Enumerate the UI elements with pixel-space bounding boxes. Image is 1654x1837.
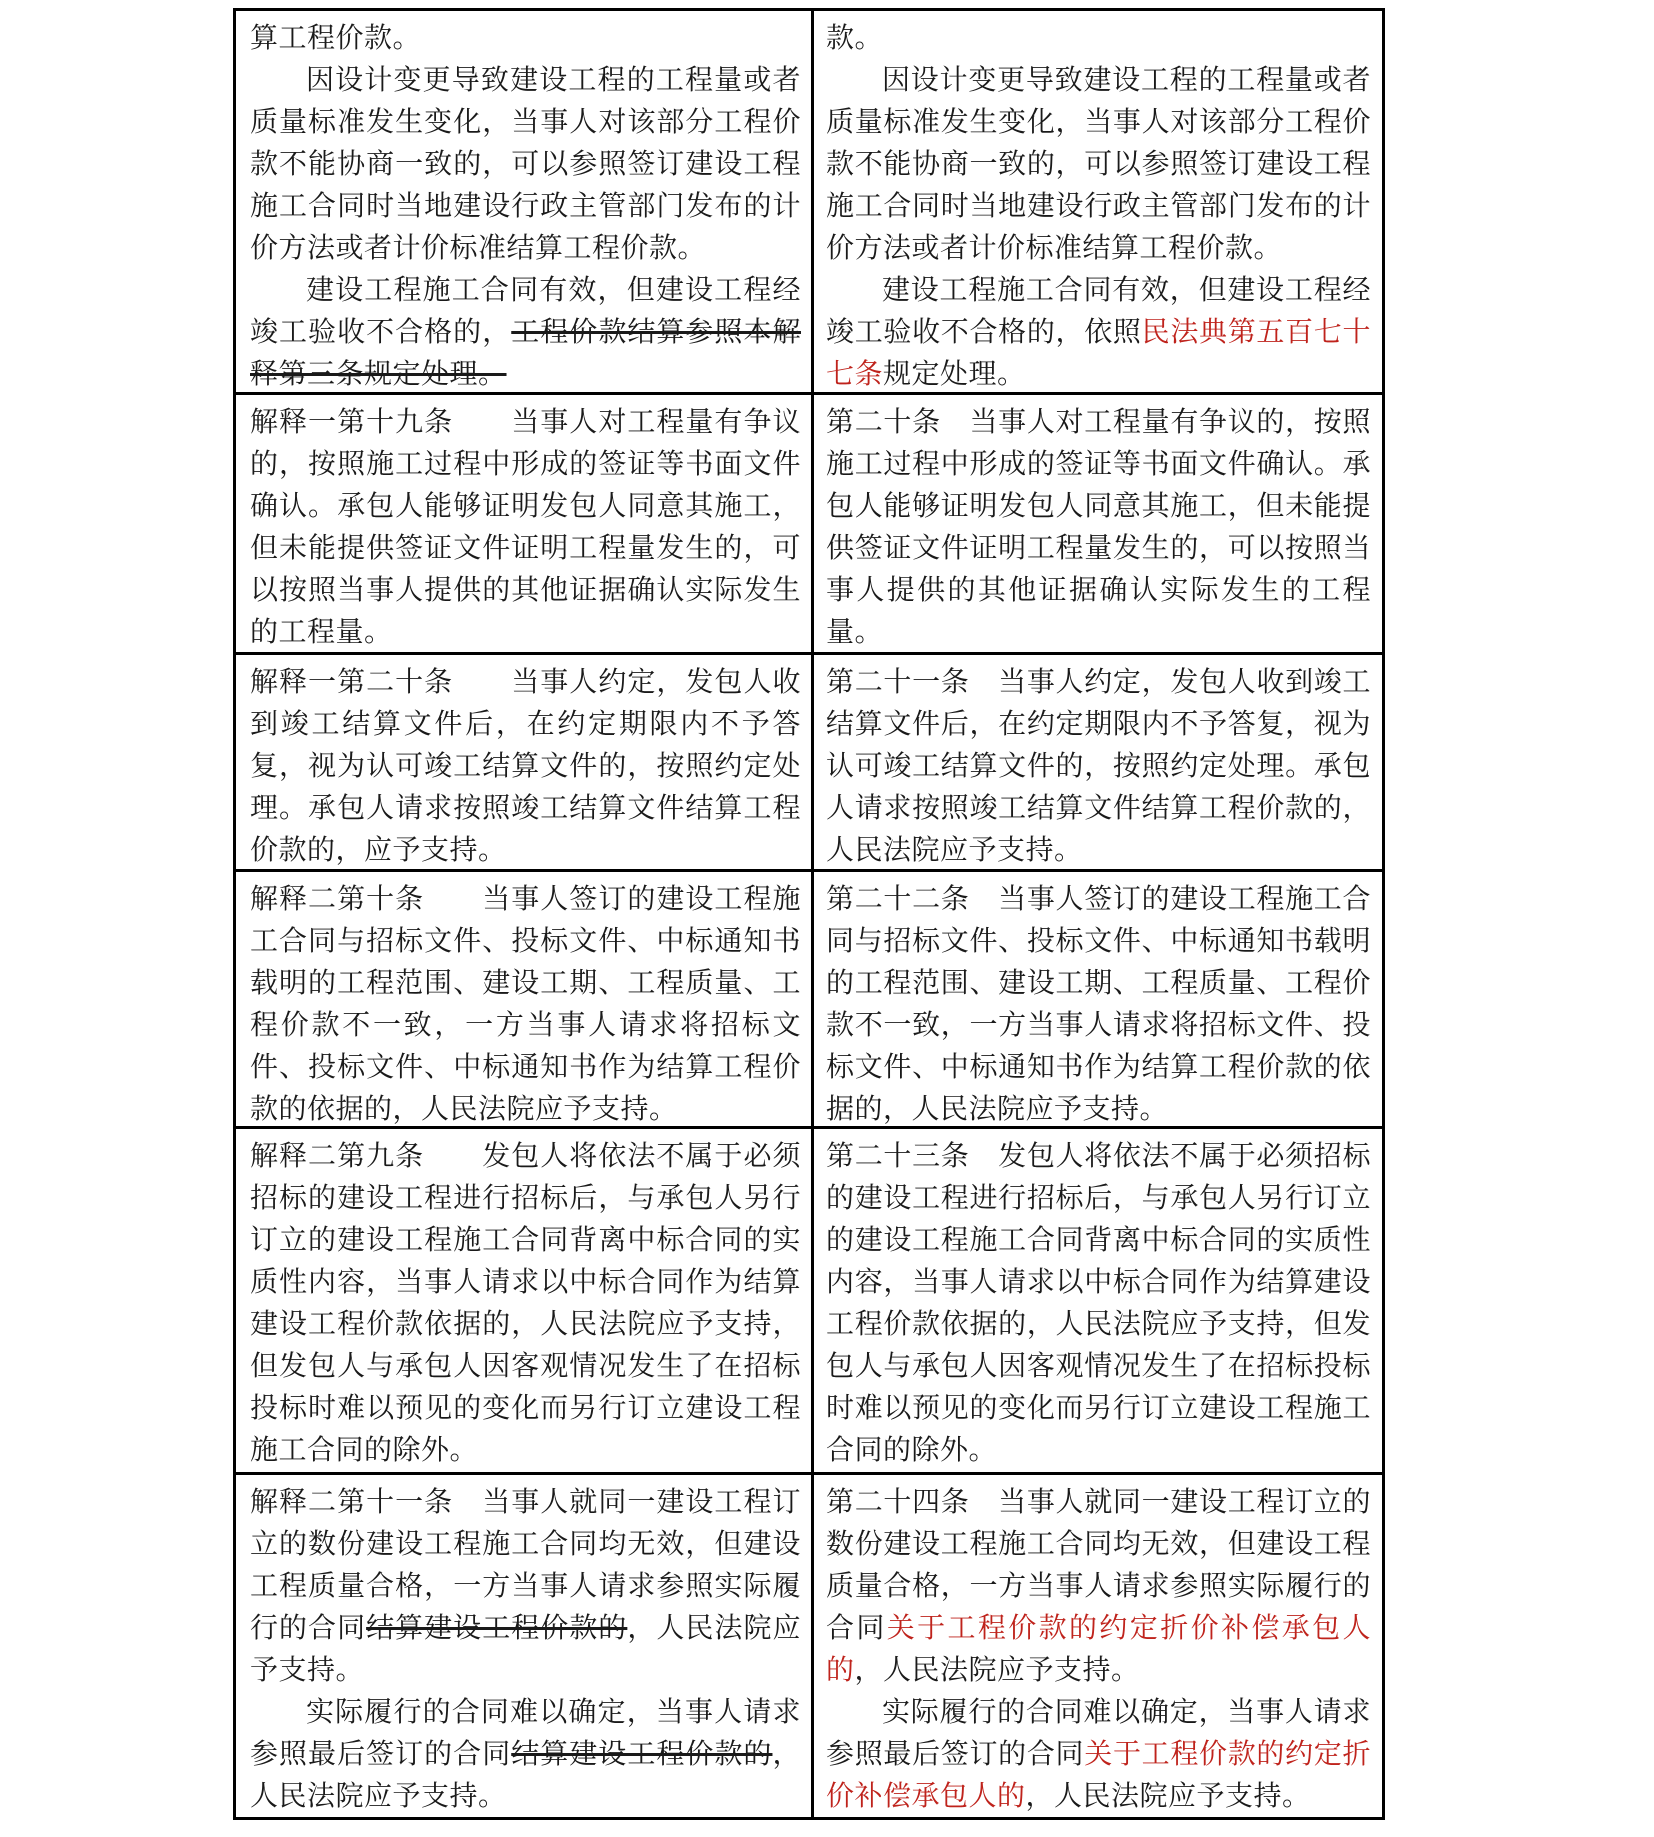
- cell-new-provision-text: [811, 872, 1382, 1126]
- paragraph: [250, 878, 801, 1126]
- text-segment: 因设计变更导致建设工程的工程量或者质量标准发生变化，当事人对该部分工程价款不能协商一致的，可以参照签订建设工程施工合同时当地建设行政主管部门发布的计价方法或者计价标准结算工程价款。: [826, 63, 1371, 264]
- text-segment: 第二十一条 当事人约定，发包人收到竣工结算文件后，在约定期限内不予答复，视为认可竣工结算文件的，按照约定处理。承包人请求按照竣工结算文件结算工程价款的，人民法院应予支持。: [826, 665, 1371, 866]
- cell-new-provision-text: [811, 11, 1382, 392]
- text-segment: 建设工程施工合同有效，但建设工程经竣工验收不合格的，: [250, 273, 801, 348]
- text-segment: 规定处理。: [883, 357, 1026, 390]
- deleted-text-segment: 结算建设工程价款的: [511, 1737, 773, 1770]
- table-row: [236, 395, 1382, 655]
- cell-old-provision-text: [236, 11, 811, 392]
- cell-old-provision-text: [236, 1129, 811, 1472]
- text-segment: 算工程价款。: [250, 21, 422, 54]
- revised-text-segment: 关于工程价款的约定折价补偿承包人的: [826, 1611, 1371, 1686]
- revised-text-segment: 关于工程价款的约定折价补偿承包人的: [826, 1737, 1371, 1812]
- cell-new-provision-text: [811, 1475, 1382, 1817]
- paragraph: [250, 1691, 801, 1817]
- text-segment: ，人民法院应予支持。: [250, 1737, 801, 1812]
- text-segment: 款。: [826, 21, 884, 54]
- table-row: [236, 872, 1382, 1129]
- paragraph: [826, 1481, 1371, 1691]
- cell-new-provision-text: [811, 655, 1382, 869]
- text-segment: ，人民法院应予支持。: [1025, 1779, 1311, 1812]
- text-segment: 第二十三条 发包人将依法不属于必须招标的建设工程进行招标后，与承包人另行订立的建设工程施工合同背离中标合同的实质性内容，当事人请求以中标合同作为结算建设工程价款依据的，人民法院应予支持，但发包人与承包人因客观情况发生了在招标投标时难以预见的变化而另行订立建设工程施工合同的除外。: [826, 1139, 1371, 1466]
- paragraph: [826, 1691, 1371, 1817]
- text-segment: 解释二第十条 当事人签订的建设工程施工合同与招标文件、投标文件、中标通知书载明的工程范围、建设工期、工程质量、工程价款不一致，一方当事人请求将招标文件、投标文件、中标通知书作为结算工程价款的依据的，人民法院应予支持。: [250, 882, 801, 1125]
- table-row: [236, 1129, 1382, 1475]
- paragraph: [826, 401, 1371, 652]
- cell-new-provision-text: [811, 1129, 1382, 1472]
- table-row: [236, 655, 1382, 872]
- text-segment: 建设工程施工合同有效，但建设工程经竣工验收不合格的，依照: [826, 273, 1371, 348]
- paragraph: [826, 269, 1371, 392]
- cell-old-provision-text: [236, 655, 811, 869]
- text-segment: 实际履行的合同难以确定，当事人请求参照最后签订的合同: [250, 1695, 801, 1770]
- text-segment: 第二十条 当事人对工程量有争议的，按照施工过程中形成的签证等书面文件确认。承包人能够证明发包人同意其施工，但未能提供签证文件证明工程量发生的，可以按照当事人提供的其他证据确认实际发生的工程量。: [826, 405, 1371, 648]
- revision-comparison-table: [233, 8, 1385, 1820]
- cell-old-provision-text: [236, 395, 811, 652]
- text-segment: 解释二第十一条 当事人就同一建设工程订立的数份建设工程施工合同均无效，但建设工程质量合格，一方当事人请求参照实际履行的合同: [250, 1485, 801, 1644]
- paragraph: [826, 661, 1371, 869]
- paragraph: [250, 17, 801, 59]
- table-row: [236, 11, 1382, 395]
- deleted-text-segment: 结算建设工程价款的: [366, 1611, 628, 1644]
- paragraph: [250, 1481, 801, 1691]
- text-segment: ，人民法院应予支持。: [854, 1653, 1140, 1686]
- cell-old-provision-text: [236, 1475, 811, 1817]
- text-segment: 第二十四条 当事人就同一建设工程订立的数份建设工程施工合同均无效，但建设工程质量合格，一方当事人请求参照实际履行的合同: [826, 1485, 1371, 1644]
- text-segment: 第二十二条 当事人签订的建设工程施工合同与招标文件、投标文件、中标通知书载明的工程范围、建设工期、工程质量、工程价款不一致，一方当事人请求将招标文件、投标文件、中标通知书作为结算工程价款的依据的，人民法院应予支持。: [826, 882, 1371, 1125]
- paragraph: [826, 59, 1371, 269]
- paragraph: [250, 661, 801, 869]
- text-segment: 实际履行的合同难以确定，当事人请求参照最后签订的合同: [826, 1695, 1371, 1770]
- text-segment: 解释一第十九条 当事人对工程量有争议的，按照施工过程中形成的签证等书面文件确认。承包人能够证明发包人同意其施工，但未能提供签证文件证明工程量发生的，可以按照当事人提供的其他证据确认实际发生的工程量。: [250, 405, 801, 648]
- text-segment: 解释二第九条 发包人将依法不属于必须招标的建设工程进行招标后，与承包人另行订立的建设工程施工合同背离中标合同的实质性内容，当事人请求以中标合同作为结算建设工程价款依据的，人民法院应予支持，但发包人与承包人因客观情况发生了在招标投标时难以预见的变化而另行订立建设工程施工合同的除外。: [250, 1139, 801, 1466]
- paragraph: [250, 401, 801, 652]
- cell-old-provision-text: [236, 872, 811, 1126]
- paragraph: [826, 1135, 1371, 1471]
- paragraph: [250, 269, 801, 392]
- paragraph: [826, 878, 1371, 1126]
- text-segment: ，人民法院应予支持。: [250, 1611, 801, 1686]
- deleted-text-segment: 工程价款结算参照本解释第三条规定处理。: [250, 315, 801, 390]
- paragraph: [826, 17, 1371, 59]
- text-segment: 因设计变更导致建设工程的工程量或者质量标准发生变化，当事人对该部分工程价款不能协商一致的，可以参照签订建设工程施工合同时当地建设行政主管部门发布的计价方法或者计价标准结算工程价款。: [250, 63, 801, 264]
- text-segment: 解释一第二十条 当事人约定，发包人收到竣工结算文件后，在约定期限内不予答复，视为认可竣工结算文件的，按照约定处理。承包人请求按照竣工结算文件结算工程价款的，应予支持。: [250, 665, 801, 866]
- paragraph: [250, 1135, 801, 1471]
- table-row: [236, 1475, 1382, 1817]
- revised-text-segment: 民法典第五百七十七条: [826, 315, 1371, 390]
- paragraph: [250, 59, 801, 269]
- cell-new-provision-text: [811, 395, 1382, 652]
